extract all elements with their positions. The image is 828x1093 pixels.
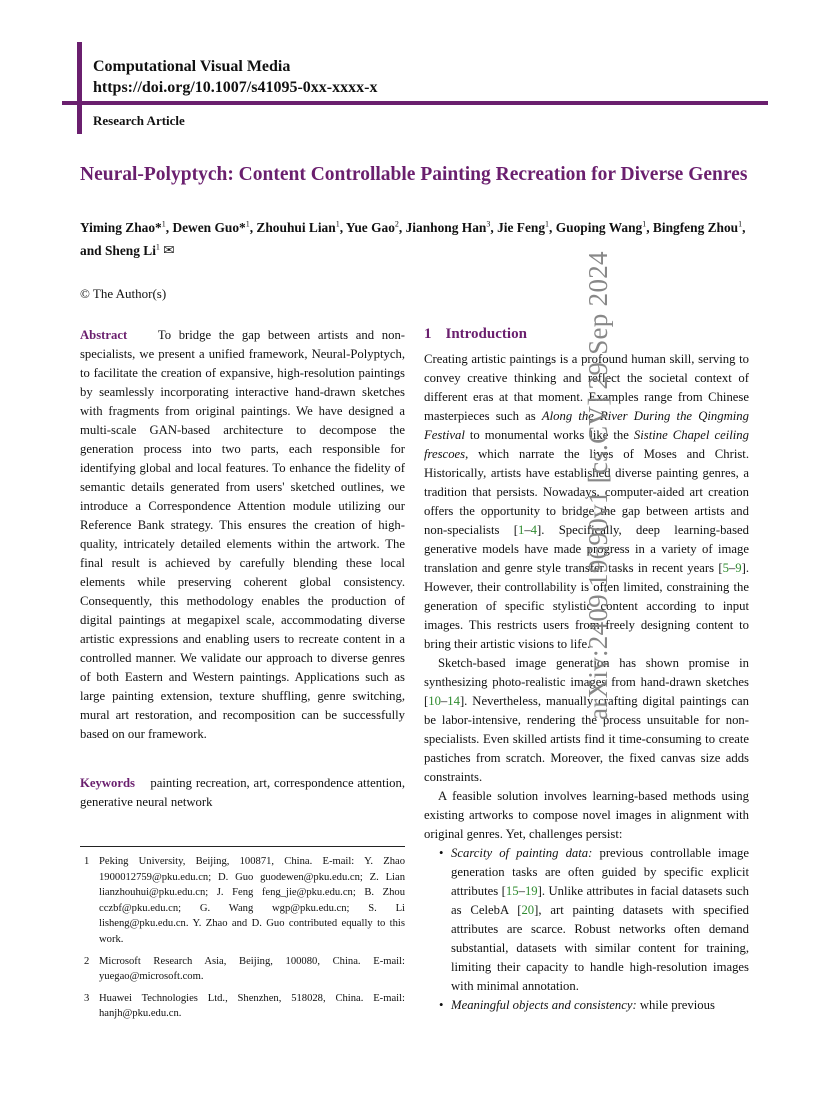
emphasis-text: Scarcity of painting data: <box>451 846 593 860</box>
citation-link[interactable]: 15 <box>505 884 519 898</box>
citation-link[interactable]: 14 <box>447 694 460 708</box>
author-affiliation-mark: 1 <box>335 220 340 229</box>
author-name: Jie Feng <box>497 220 546 236</box>
bullet-icon: • <box>439 846 444 860</box>
author-affiliation-mark: 1 <box>161 220 166 229</box>
citation-link[interactable]: 5 <box>722 561 729 575</box>
author-name: Guoping Wang <box>555 220 643 236</box>
footnote-text: Huawei Technologies Ltd., Shenzhen, 518028, China. E-mail: hanjh@pku.edu.cn. <box>99 992 405 1020</box>
citation-link[interactable]: 9 <box>735 561 742 575</box>
citation-link[interactable]: 19 <box>524 884 538 898</box>
abstract-label: Abstract <box>80 328 128 342</box>
author-name: Sheng Li <box>104 242 156 258</box>
envelope-icon: ✉ <box>163 242 175 258</box>
footnote-text: Microsoft Research Asia, Beijing, 100080, China. E-mail: yuegao@microsoft.com. <box>99 955 405 983</box>
footnotes <box>80 854 405 1028</box>
intro-paragraph-1: Creating artistic paintings is a profound human skill, serving to convey creative thinking and reflect the societal context of different eras at that moment. Examples range from Chinese masterpieces such as Along the River During the Qingming Festival to monumental works like the Sistine Chapel ceiling frescoes, which narrate the lives of Moses and Christ. Historically, artists have established diverse painting genres, a tradition that persists. Nowadays, computer-aided art creation offers the opportunity to bridge the gap between artists and non-specialists [1–4]. Specifically, deep learning-based generative models have made progress in a variety of image translation and genre style transfer tasks in recent years [5–9]. However, their controllability is often limited, constraining the generation of specific stylistic content according to input images. This restricts users from freely designing content to bring their artistic visions to life. <box>424 352 749 651</box>
keywords-text: painting recreation, art, correspondence attention, generative neural network <box>80 776 405 809</box>
author-affiliation-mark: 2 <box>394 220 399 229</box>
author-name: Yiming Zhao* <box>80 220 162 236</box>
intro-paragraph-2: Sketch-based image generation has shown promise in synthesizing photo-realistic images from hand-drawn sketches [10–14]. Nevertheless, manually crafting digital paintings can be labor-intensive, rendering the process unsuitable for non-specialists. Even skilled artists find it time-consuming to create pastiches from scratch. Moreover, the fixed canvas size adds constraints. <box>424 656 749 784</box>
section-heading <box>424 326 527 343</box>
citation-link[interactable]: 4 <box>530 523 537 537</box>
author-affiliation-mark: 1 <box>245 220 250 229</box>
author-name: Zhouhui Lian <box>256 220 336 236</box>
author-name: Yue Gao <box>345 220 395 236</box>
footnote-item <box>80 854 405 948</box>
citation-link[interactable]: 10 <box>428 694 441 708</box>
author-affiliation-mark: 1 <box>642 220 647 229</box>
footnote-rule <box>80 846 405 847</box>
header-accent-bar <box>77 42 82 134</box>
footnote-text: Peking University, Beijing, 100871, China. E-mail: Y. Zhao 1900012759@pku.edu.cn; D. Guo guodewen@pku.edu.cn; Z. Lian lianzhouhui@pku.edu.cn; J. Feng feng_jie@pku.edu.cn; B. Zhou cczbf@pku.edu.cn; G. Wang wgp@pku.edu.cn; S. Li lisheng@pku.edu.cn. Y. Zhao and D. Guo contributed equally to this work. <box>99 856 405 945</box>
intro-paragraph-3: A feasible solution involves learning-based methods using existing artworks to compose novel images in alignment with original genres. Yet, challenges persist: <box>424 789 749 841</box>
keywords-block <box>80 774 405 812</box>
emphasis-text: Meaningful objects and consistency: <box>451 998 637 1012</box>
header-rule <box>62 101 768 105</box>
footnote-number: 3 <box>84 992 90 1004</box>
list-item: • Meaningful objects and consistency: while previous <box>424 996 749 1015</box>
list-item: • Scarcity of painting data: previous controllable image generation tasks are often guided by specific explicit attributes [15–19]. Unlike attributes in facial datasets such as CelebA [20], art painting datasets with specified attributes are scarce. Robust networks often demand substantial, datasets with similar content for training, limiting their capacity to handle high-resolution images with minimal annotation. <box>439 846 749 993</box>
journal-header <box>93 56 377 98</box>
section-number: 1 <box>424 326 432 342</box>
author-affiliation-mark: 1 <box>155 242 160 252</box>
keywords-label: Keywords <box>80 776 135 790</box>
doi-link[interactable]: https://doi.org/10.1007/s41095-0xx-xxxx-x <box>93 79 378 96</box>
footnote-number: 1 <box>84 856 90 867</box>
paper-title: Neural-Polyptych: Content Controllable Painting Recreation for Diverse Genres <box>80 164 748 185</box>
author-list <box>80 215 750 260</box>
author-affiliation-mark: 1 <box>738 220 743 229</box>
abstract-text: To bridge the gap between artists and non-specialists, we present a unified framework, Neural-Polyptych, to facilitate the creation of expansive, high-resolution paintings by seamlessly incorporating interactive hand-drawn sketches with fragments from original paintings. We have designed a multi-scale GAN-based architecture to decompose the generation process into two parts, each responsible for identifying global and local features. To enhance the fidelity of semantic details generated from users' sketched outlines, we introduce a Correspondence Attention module utilizing our Reference Bank strategy. This ensures the creation of high-quality, intricately detailed elements within the artwork. The final result is achieved by carefully blending these local elements while preserving coherent global consistency. Consequently, this methodology enables the production of digital paintings at megapixel scale, accommodating diverse artistic expressions and enabling users to recreate content in a controlled manner. We validate our approach to diverse genres of both Eastern and Western paintings. Applications such as large painting extension, texture shuffling, genre switching, mural art restoration, and recomposition can be successfully based on our framework. <box>80 328 406 741</box>
copyright-notice: © The Author(s) <box>80 286 167 301</box>
section-title: Introduction <box>445 326 527 342</box>
arxiv-watermark: arXiv:2409.19690v1 [cs.CV] 29 Sep 2024 <box>583 251 613 720</box>
author-affiliation-mark: 3 <box>486 220 491 229</box>
challenge-list <box>424 844 749 1015</box>
author-name: Dewen Guo* <box>172 220 246 236</box>
author-name: Jianhong Han <box>405 220 487 236</box>
footnote-item <box>80 954 405 985</box>
journal-name: Computational Visual Media <box>93 58 291 75</box>
bullet-icon: • <box>439 998 444 1012</box>
author-names: Yiming Zhao*$^1$, Dewen Guo*$^1$, Zhouhui Lian$^1$, Yue Gao$^2$, Jianhong Han$^3$, Jie Feng$^1$, Guoping Wang$^1$, Bingfeng Zhou$^1$, and Sheng Li$^1$ <box>80 220 746 258</box>
citation-link[interactable]: 20 <box>521 903 535 917</box>
emphasis-text: Sistine Chapel ceiling frescoes <box>424 428 749 461</box>
author-affiliation-mark: 1 <box>545 220 550 229</box>
article-type: Research Article <box>93 113 185 128</box>
citation-link[interactable]: 1 <box>517 523 525 537</box>
abstract-block <box>80 326 405 744</box>
emphasis-text: Along the River During the Qingming Festival <box>424 409 749 442</box>
author-name: Bingfeng Zhou <box>652 220 739 236</box>
footnote-item <box>80 991 405 1022</box>
footnote-number: 2 <box>84 955 90 967</box>
